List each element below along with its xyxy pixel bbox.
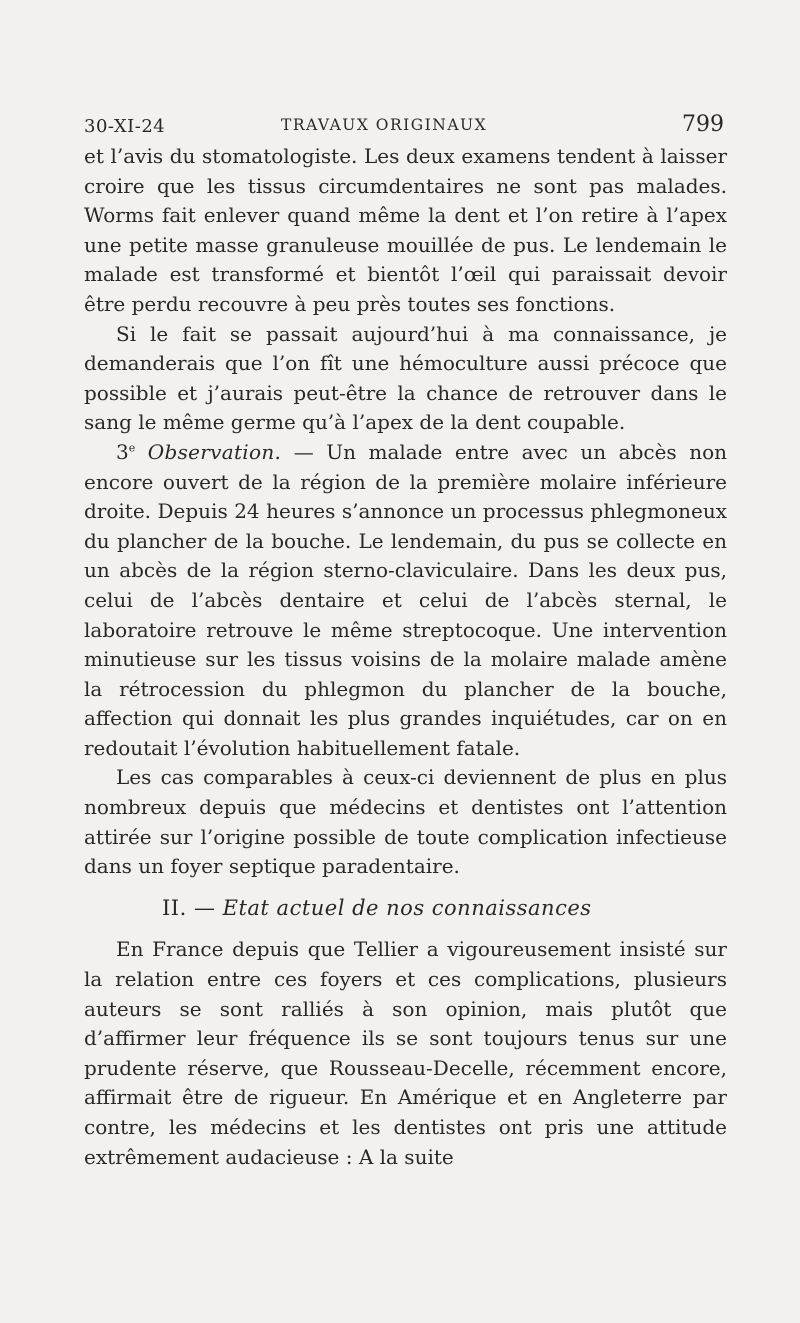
paragraph-4: Les cas comparables à ceux-ci deviennent de plus en plus nombreux depuis que médecins et dentistes ont l’attention attirée sur l’origine possible de toute complication infectieuse dans un foyer septique paradentaire.	[84, 765, 727, 879]
body-text	[84, 142, 727, 1172]
paragraph-1: et l’avis du stomatologiste. Les deux examens tendent à laisser croire que les tissus circumdentaires ne sont pas malades. Worms fait enlever quand même la dent et l’on retire à l’apex une petite masse granuleuse mouillée de pus. Le lendemain le malade est transformé et bientôt l’œil qui paraissait devoir être perdu recouvre à peu près toutes ses fonctions.	[84, 144, 727, 316]
observation-label: Observation.	[147, 439, 282, 464]
section-heading	[84, 894, 727, 924]
observation-ordinal: e	[128, 441, 136, 455]
section-number: II. —	[162, 895, 216, 920]
running-header	[84, 112, 724, 142]
observation-text: — Un malade entre avec un abcès non encore ouvert de la région de la première molaire inférieure droite. Depuis 24 heures s’annonce un processus phlegmoneux du plancher de la bouche. Le lendemain, du pus se collecte en un abcès de la région sterno-claviculaire. Dans les deux pus, celui de l’abcès dentaire et celui de l’abcès sternal, le laboratoire retrouve le même streptocoque. Une intervention minutieuse sur les tissus voisins de la molaire malade amène la rétrocession du phlegmon du plancher de la bouche, affection qui donnait les plus grandes inquiétudes, car on en redoutait l’évolution habituellement fatale.	[84, 439, 727, 760]
header-date: 30-XI-24	[84, 116, 166, 137]
page-number: 799	[682, 112, 724, 137]
header-title: TRAVAUX ORIGINAUX	[281, 116, 488, 134]
paragraph-2: Si le fait se passait aujourd’hui à ma connaissance, je demanderais que l’on fît une hémoculture aussi précoce que possible et j’aurais peut-être la chance de retrouver dans le sang le même germe qu’à l’apex de la dent coupable.	[84, 321, 727, 435]
paragraph-5: En France depuis que Tellier a vigoureusement insisté sur la relation entre ces foyers et ces complications, plusieurs auteurs se sont ralliés à son opinion, mais plutôt que d’affirmer leur fréquence ils se sont toujours tenus sur une prudente réserve, que Rousseau-Decelle, récemment encore, affirmait être de rigueur. En Amérique et en Angleterre par contre, les médecins et les dentistes ont pris une attitude extrêmement audacieuse : A la suite	[84, 937, 727, 1169]
paragraph-3	[84, 438, 727, 764]
section-title: Etat actuel de nos connaissances	[222, 895, 592, 920]
observation-number: 3	[116, 439, 129, 464]
